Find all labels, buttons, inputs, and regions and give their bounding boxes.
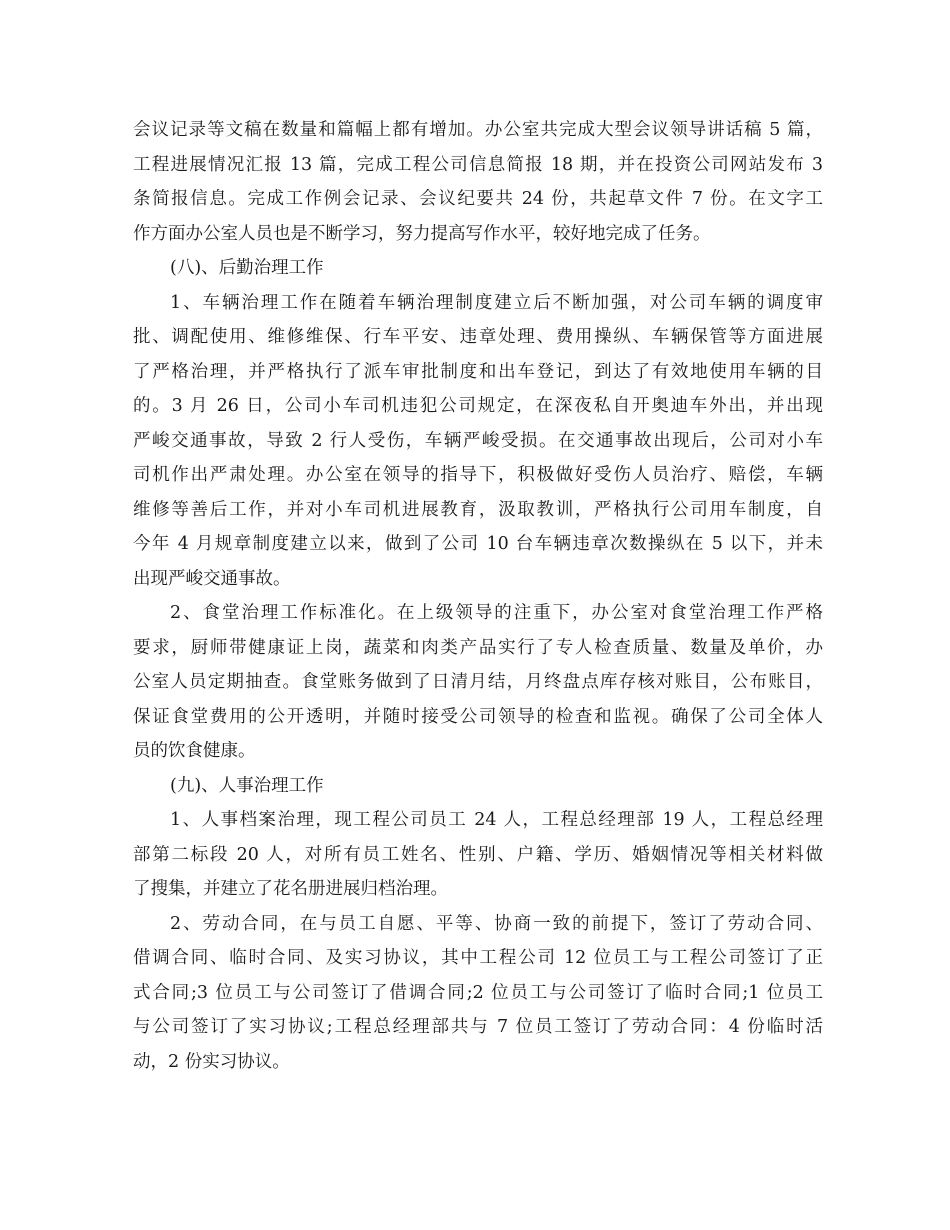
text-line: 维修等善后工作，并对小车司机进展教育，汲取教训，严格执行公司用车制度，自 — [133, 499, 823, 520]
paragraph — [133, 803, 823, 907]
document-body — [133, 113, 823, 1079]
text-line: (八)、后勤治理工作 — [170, 258, 324, 278]
text-line: 条简报信息。完成工作例会记录、会议纪要共 24 份，共起草文件 7 份。在文字工 — [133, 189, 823, 209]
text-line: 要求，厨师带健康证上岗，蔬菜和肉类产品实行了专人检查质量、数量及单价，办 — [133, 637, 823, 658]
text-line: 保证食堂费用的公开透明，并随时接受公司领导的检查和监视。确保了公司全体人 — [133, 706, 823, 727]
section-heading — [133, 251, 823, 286]
text-line: 作方面办公室人员也是不断学习，努力提高写作水平，较好地完成了任务。 — [133, 223, 711, 244]
text-line: 了严格治理，并严格执行了派车审批制度和出车登记，到达了有效地使用车辆的目 — [133, 361, 823, 382]
paragraph — [133, 907, 823, 1080]
text-line: 部第二标段 20 人，对所有员工姓名、性别、户籍、学历、婚姻情况等相关材料做 — [133, 844, 823, 865]
text-line: 式合同;3 位员工与公司签订了借调合同;2 位员工与公司签订了临时合同;1 位员工 — [133, 982, 823, 1003]
text-line: 司机作出严肃处理。办公室在领导的指导下，积极做好受伤人员治疗、赔偿，车辆 — [133, 465, 823, 485]
text-line: 严峻交通事故，导致 2 行人受伤，车辆严峻受损。在交通事故出现后，公司对小车 — [133, 430, 823, 451]
text-line: 动，2 份实习协议。 — [133, 1051, 290, 1072]
text-line: 的。3 月 26 日，公司小车司机违犯公司规定，在深夜私自开奥迪车外出，并出现 — [133, 396, 823, 416]
text-line: 2、食堂治理工作标准化。在上级领导的注重下，办公室对食堂治理工作严格 — [170, 603, 823, 623]
text-line: 工程进展情况汇报 13 篇，完成工程公司信息简报 18 期，并在投资公司网站发布 3 — [133, 154, 823, 175]
text-line: 今年 4 月规章制度建立以来，做到了公司 10 台车辆违章次数操纵在 5 以下，并未 — [133, 534, 823, 554]
paragraph — [133, 286, 823, 597]
text-line: 批、调配使用、维修维保、行车平安、违章处理、费用操纵、车辆保管等方面进展 — [133, 327, 823, 347]
text-line: 公室人员定期抽查。食堂账务做到了日清月结，月终盘点库存核对账目，公布账目， — [133, 672, 823, 692]
text-line: 了搜集，并建立了花名册进展归档治理。 — [133, 879, 448, 899]
text-line: 与公司签订了实习协议;工程总经理部共与 7 位员工签订了劳动合同：4 份临时活 — [133, 1017, 823, 1037]
text-line: 员的饮食健康。 — [133, 741, 256, 761]
text-line: 2、劳动合同，在与员工自愿、平等、协商一致的前提下，签订了劳动合同、 — [170, 913, 823, 934]
text-line: 1、人事档案治理，现工程公司员工 24 人，工程总经理部 19 人，工程总经理 — [170, 810, 823, 830]
text-line: (九)、人事治理工作 — [170, 775, 324, 796]
section-heading — [133, 769, 823, 804]
text-line: 出现严峻交通事故。 — [133, 568, 291, 589]
paragraph — [133, 596, 823, 769]
paragraph — [133, 113, 823, 251]
text-line: 借调合同、临时合同、及实习协议，其中工程公司 12 位员工与工程公司签订了正 — [133, 948, 823, 968]
text-line: 1、车辆治理工作在随着车辆治理制度建立后不断加强，对公司车辆的调度审 — [170, 292, 823, 313]
text-line: 会议记录等文稿在数量和篇幅上都有增加。办公室共完成大型会议领导讲话稿 5 篇， — [133, 120, 823, 140]
